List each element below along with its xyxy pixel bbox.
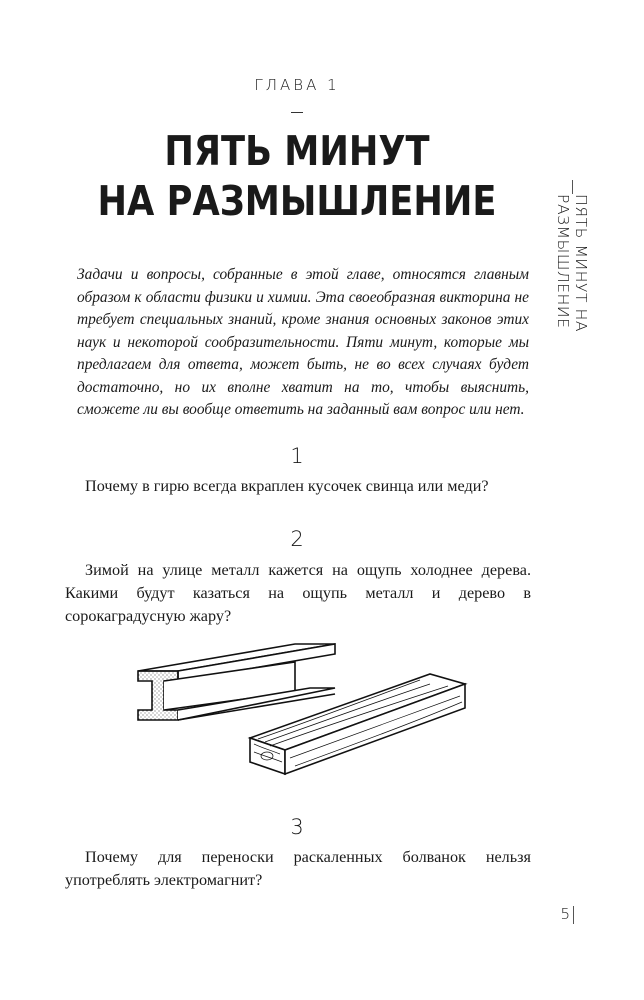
question-3-number: 3 [290,815,304,839]
chapter-title-line-1: ПЯТЬ МИНУТ [164,127,430,175]
page-number-rule [573,906,574,924]
chapter-label: ГЛАВА 1 [254,76,340,94]
chapter-title [42,126,553,226]
question-3-paragraph: Почему для переноски раскаленных болванок нельзя употреблять электромагнит? [65,848,531,889]
page-number: 5 [560,905,570,923]
question-3-text [65,846,531,892]
question-2-number: 2 [290,527,304,551]
question-1-paragraph: Почему в гирю всегда вкраплен кусочек свинца или меди? [85,477,489,495]
question-1-number: 1 [290,444,304,468]
question-2-text [65,559,531,628]
question-2-paragraph: Зимой на улице металл кажется на ощупь холоднее дерева. Какими будут казаться на ощупь металл и дерево в сорокаградусную жару? [65,561,531,625]
i-beam [138,644,335,720]
chapter-title-line-2: НА РАЗМЫШЛЕНИЕ [97,177,497,225]
question-1-text [65,475,531,498]
metal-beam-and-wood-plank-illustration [130,638,470,778]
side-rule [572,180,573,194]
intro-paragraph: Задачи и вопросы, собранные в этой главе, относятся главным образом к области физики и химии. Эта своеобразная викторина не требует специальных знаний, кроме знания основных законов этих наук и некоторой сообразительности. Пяти минут, которые мы предлагаем для ответа, может быть, не во всех случаях будет достаточно, но их вполне хватит на то, чтобы выяснить, сможете ли вы вообще ответить на заданный вам вопрос или нет. [77,266,529,418]
running-head: ПЯТЬ МИНУТ НА РАЗМЫШЛЕНИЕ [554,194,590,333]
chapter-dash [291,112,303,113]
